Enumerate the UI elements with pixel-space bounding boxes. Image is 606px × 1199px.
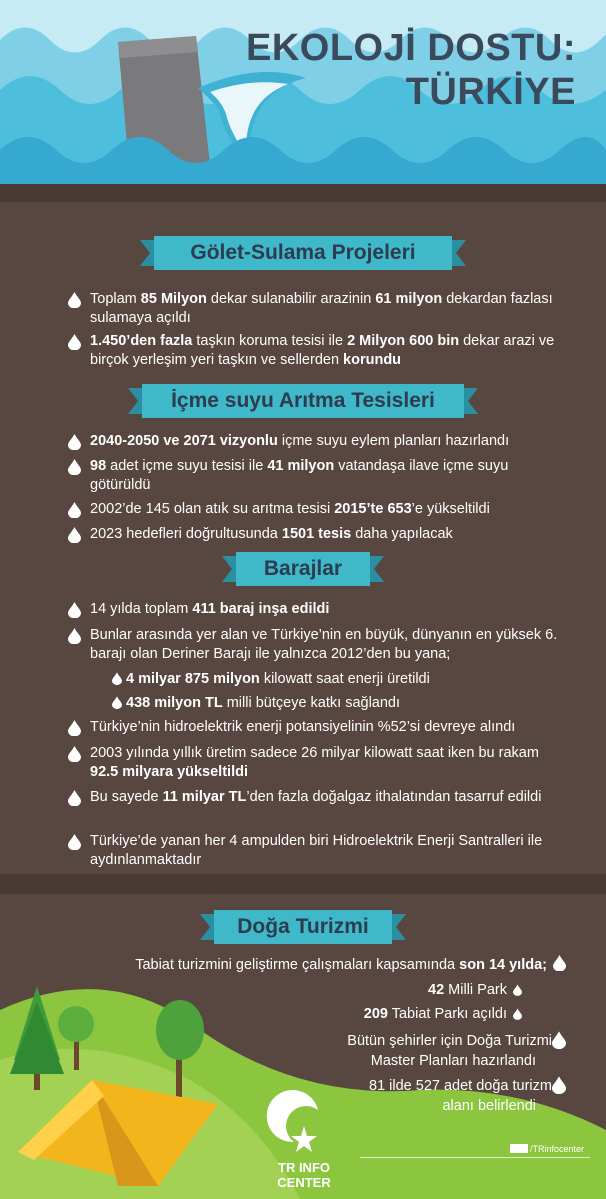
highlight: 61 milyon xyxy=(375,291,443,307)
text: 81 ilde 527 adet doğa turizm xyxy=(369,1078,552,1094)
highlight: 438 milyon TL xyxy=(126,695,223,711)
text: 2003 yılında yıllık üretim sadece 26 milyar kilowatt saat iken bu rakam xyxy=(90,745,539,761)
highlight: 92.5 milyara yükseltildi xyxy=(90,764,248,780)
highlight: korundu xyxy=(343,352,402,368)
water-drop-icon xyxy=(68,628,81,644)
list-item xyxy=(68,788,558,807)
text: ’e yükseltildi xyxy=(411,501,490,517)
water-drop-icon xyxy=(552,1076,566,1094)
footer-divider xyxy=(360,1157,590,1158)
list-item xyxy=(68,626,558,664)
water-drop-icon xyxy=(68,602,81,618)
text: içme suyu eylem planları hazırlandı xyxy=(277,433,510,449)
section-title-golet: Gölet-Sulama Projeleri xyxy=(190,241,416,264)
highlight: 42 xyxy=(428,982,445,998)
text: 2023 hedefleri doğrultusunda xyxy=(90,526,282,542)
text: kilowatt saat enerji üretildi xyxy=(259,671,430,687)
water-drop-icon xyxy=(553,955,566,971)
highlight: 1.450’den fazla xyxy=(90,333,193,349)
section-ribbon-icme xyxy=(128,384,478,418)
water-drop-icon xyxy=(552,1031,566,1049)
text: Türkiye’nin hidroelektrik enerji potansiyelinin %52’si devreye alındı xyxy=(90,719,516,735)
highlight: 411 baraj inşa edildi xyxy=(192,601,330,617)
text: Türkiye’de yanan her 4 ampulden biri Hidroelektrik Enerji Santralleri ile aydınlanmaktadır xyxy=(90,833,543,868)
hero-illustration xyxy=(0,0,606,202)
list-item xyxy=(68,432,558,451)
list-item xyxy=(68,457,558,495)
highlight: 209 xyxy=(363,1006,388,1022)
nature-line xyxy=(369,1077,552,1096)
highlight: 2 Milyon 600 bin xyxy=(347,333,460,349)
highlight: 4 milyar 875 milyon xyxy=(126,671,260,687)
text: Master Planları hazırlandı xyxy=(370,1053,536,1069)
highlight: son 14 yılda; xyxy=(459,957,547,973)
list-item xyxy=(68,718,558,737)
highlight: 41 milyon xyxy=(267,458,335,474)
water-drop-icon xyxy=(513,1008,522,1020)
water-drop-icon xyxy=(112,672,122,685)
text: 2002’de 145 olan atık su arıtma tesisi xyxy=(90,501,335,517)
text: Bunlar arasında yer alan ve Türkiye’nin en büyük, dünyanın en yüksek 6. barajı olan Deriner Barajı ile yalnızca 2012’den bu yana; xyxy=(90,627,558,662)
nature-line xyxy=(442,1097,536,1116)
section-ribbon-doga xyxy=(200,910,406,944)
sub-list-item xyxy=(112,694,552,713)
text: Milli Park xyxy=(444,982,507,998)
list-item xyxy=(68,332,558,370)
social-icons xyxy=(510,1144,528,1153)
highlight: 98 xyxy=(90,458,107,474)
list-item xyxy=(68,290,558,328)
text: alanı belirlendi xyxy=(442,1098,536,1114)
text: Bütün şehirler için Doğa Turizmi xyxy=(347,1033,552,1049)
nature-line xyxy=(371,1052,536,1071)
title-line-2: TÜRKİYE xyxy=(405,71,576,113)
section-title-icme: İçme suyu Arıtma Tesisleri xyxy=(171,389,435,412)
text: milli bütçeye katkı sağlandı xyxy=(222,695,401,711)
section-ribbon-golet xyxy=(140,236,466,270)
text: Toplam xyxy=(90,291,141,307)
logo-line-1: TR INFO xyxy=(278,1160,330,1175)
highlight: 2015’te 653 xyxy=(334,501,412,517)
water-drop-icon xyxy=(112,696,122,709)
text: vatandaşa ilave içme suyu götürüldü xyxy=(90,458,509,493)
water-drop-icon xyxy=(68,746,81,762)
section-title-doga: Doğa Turizmi xyxy=(237,915,369,938)
water-drop-icon xyxy=(68,790,81,806)
nature-line xyxy=(347,1032,552,1051)
list-item xyxy=(68,500,558,519)
water-drop-icon xyxy=(68,527,81,543)
text: dekar arazi ve birçok yerleşim yeri taşkın ve sellerden xyxy=(90,333,555,368)
list-item xyxy=(68,744,558,782)
text: dekar sulanabilir arazinin xyxy=(206,291,376,307)
text: ’den fazla doğalgaz ithalatından tasarruf edildi xyxy=(246,789,542,805)
nature-line xyxy=(428,981,522,1000)
highlight: 1501 tesis xyxy=(281,526,352,542)
text: Tabiat turizmini geliştirme çalışmaları kapsamında xyxy=(135,957,460,973)
text: 14 yılda toplam xyxy=(90,601,193,617)
text: Tabiat Parkı açıldı xyxy=(387,1006,507,1022)
highlight: 2040-2050 ve 2071 vizyonlu xyxy=(90,433,278,449)
water-drop-icon xyxy=(68,459,81,475)
water-drop-icon xyxy=(68,834,81,850)
page-title xyxy=(246,26,576,114)
water-drop-icon xyxy=(68,720,81,736)
social-handle-text: /TRinfocenter xyxy=(530,1144,585,1154)
text: adet içme suyu tesisi ile xyxy=(106,458,268,474)
list-item xyxy=(68,525,558,544)
section-ribbon-barajlar xyxy=(222,552,384,586)
logo-line-2: CENTER xyxy=(277,1175,331,1190)
water-drop-icon xyxy=(68,502,81,518)
brand-logo xyxy=(276,1160,332,1190)
water-drop-icon xyxy=(68,292,81,308)
text: dekardan fazlası sulamaya açıldı xyxy=(90,291,553,326)
sub-list-item xyxy=(112,670,552,689)
water-drop-icon xyxy=(513,984,522,996)
water-drop-icon xyxy=(68,434,81,450)
title-line-1: EKOLOJİ DOSTU: xyxy=(245,27,576,69)
list-item xyxy=(68,600,558,619)
section-title-barajlar: Barajlar xyxy=(263,557,343,580)
nature-line xyxy=(135,955,566,975)
social-handle[interactable] xyxy=(510,1144,584,1154)
nature-line xyxy=(364,1005,522,1024)
water-drop-icon xyxy=(68,334,81,350)
text: daha yapılacak xyxy=(351,526,453,542)
highlight: 85 Milyon xyxy=(140,291,207,307)
list-item xyxy=(68,832,558,870)
text: taşkın koruma tesisi ile xyxy=(192,333,348,349)
highlight: 11 milyar TL xyxy=(162,789,247,805)
divider-band xyxy=(0,184,606,202)
text: Bu sayede xyxy=(90,789,163,805)
